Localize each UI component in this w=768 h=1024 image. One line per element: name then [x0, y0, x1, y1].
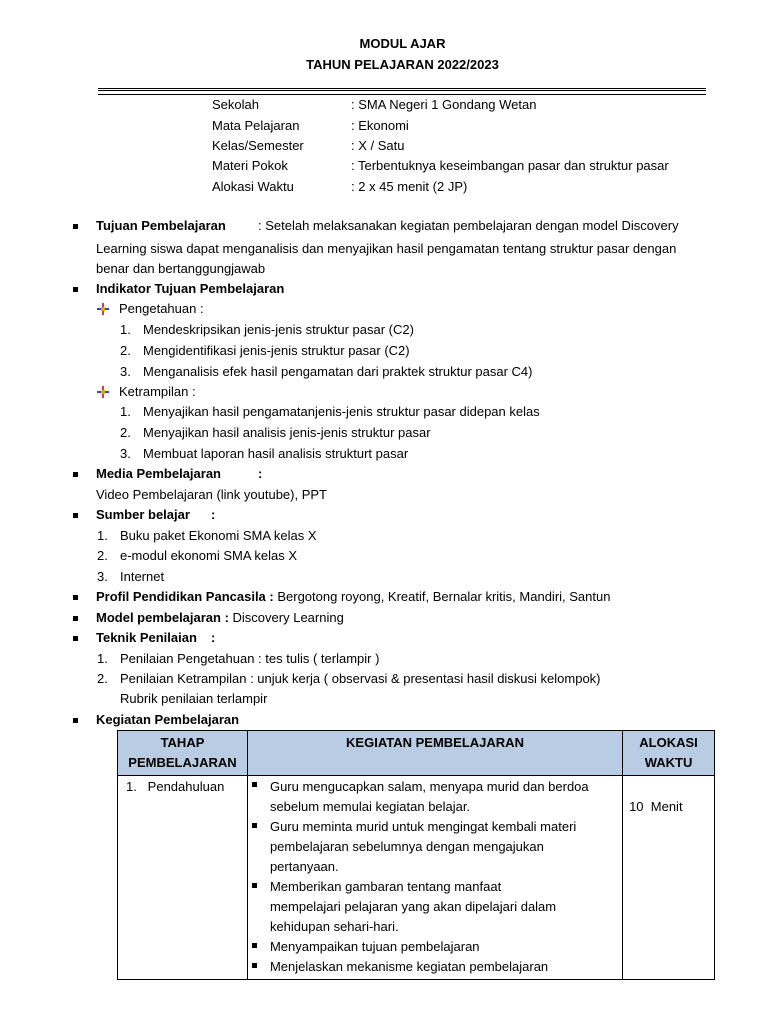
ketrampilan-label: Ketrampilan : — [119, 384, 196, 399]
rubrik-note: Rubrik penilaian terlampir — [120, 691, 268, 706]
activities-cell — [247, 776, 622, 980]
list-item: Buku paket Ekonomi SMA kelas X — [120, 528, 317, 543]
bullet-icon — [73, 595, 78, 600]
list-item: Menyajikan hasil analisis jenis-jenis struktur pasar — [143, 425, 431, 440]
info-label: Alokasi Waktu — [212, 179, 294, 194]
kegiatan-label: Kegiatan Pembelajaran — [96, 712, 240, 727]
bullet-icon — [73, 224, 78, 229]
tujuan-label: Tujuan Pembelajaran — [96, 218, 226, 233]
square-bullet-icon — [252, 943, 257, 948]
tahap-cell: 1. Pendahuluan — [118, 776, 248, 980]
model-line — [96, 610, 344, 625]
list-item: Penilaian Pengetahuan : tes tulis ( terlampir ) — [120, 651, 380, 666]
list-number: 1. — [120, 322, 131, 337]
tujuan-text: benar dan bertanggungjawab — [96, 261, 266, 276]
info-value: : Ekonomi — [351, 118, 409, 133]
info-value: : SMA Negeri 1 Gondang Wetan — [351, 97, 537, 112]
header-tahap: TAHAP PEMBELAJARAN — [118, 731, 248, 776]
list-item: Membuat laporan hasil analisis strukturt pasar — [143, 446, 409, 461]
list-number: 3. — [120, 446, 131, 461]
list-number: 2. — [120, 425, 131, 440]
activity-item: Guru meminta murid untuk mengingat kembali materi pembelajaran sebelumnya dengan mengajukan pertanyaan. — [248, 817, 622, 877]
info-value: : 2 x 45 menit (2 JP) — [351, 179, 468, 194]
activity-item: Guru mengucapkan salam, menyapa murid dan berdoa sebelum memulai kegiatan belajar. — [248, 776, 622, 817]
indikator-label: Indikator Tujuan Pembelajaran — [96, 281, 285, 296]
model-value: Discovery Learning — [228, 610, 344, 625]
kegiatan-table — [117, 730, 715, 980]
list-number: 2. — [97, 671, 108, 686]
info-label: Sekolah — [212, 97, 259, 112]
list-number: 2. — [120, 343, 131, 358]
list-number: 3. — [120, 364, 131, 379]
activity-item: Memberikan gambaran tentang manfaat mempelajari pelajaran yang akan dipelajari dalam kehidupan sehari-hari. — [248, 877, 622, 937]
bullet-icon — [73, 616, 78, 621]
tujuan-text: Learning siswa dapat menganalisis dan menyajikan hasil pengamatan tentang struktur pasar dengan — [96, 241, 677, 256]
list-item: Internet — [120, 569, 165, 584]
info-label: Kelas/Semester — [212, 138, 304, 153]
info-label: Materi Pokok — [212, 158, 288, 173]
pinwheel-bullet-icon — [97, 303, 109, 315]
activity-item: Menjelaskan mekanisme kegiatan pembelajaran — [248, 957, 622, 979]
info-value: : Terbentuknya keseimbangan pasar dan struktur pasar — [351, 158, 669, 173]
sumber-label: Sumber belajar — [96, 507, 190, 522]
list-number: 1. — [97, 528, 108, 543]
info-label: Mata Pelajaran — [212, 118, 300, 133]
list-number: 2. — [97, 548, 108, 563]
document-subtitle: TAHUN PELAJARAN 2022/2023 — [306, 57, 499, 72]
bullet-icon — [73, 472, 78, 477]
header-kegiatan: KEGIATAN PEMBELAJARAN — [247, 731, 622, 776]
pengetahuan-label: Pengetahuan : — [119, 301, 204, 316]
bullet-icon — [73, 513, 78, 518]
teknik-label: Teknik Penilaian — [96, 630, 197, 645]
list-number: 3. — [97, 569, 108, 584]
list-number: 1. — [97, 651, 108, 666]
profil-label: Profil Pendidikan Pancasila : — [96, 589, 274, 604]
profil-line — [96, 589, 610, 604]
sumber-colon: : — [211, 507, 216, 522]
square-bullet-icon — [252, 883, 257, 888]
table-header-row — [118, 731, 715, 776]
header-alokasi: ALOKASI WAKTU — [623, 731, 715, 776]
media-label: Media Pembelajaran — [96, 466, 221, 481]
square-bullet-icon — [252, 823, 257, 828]
tujuan-text: : Setelah melaksanakan kegiatan pembelajaran dengan model Discovery — [258, 218, 679, 233]
list-number: 1. — [120, 404, 131, 419]
pinwheel-bullet-icon — [97, 386, 109, 398]
bullet-icon — [73, 718, 78, 723]
list-item: Mendeskripsikan jenis-jenis struktur pasar (C2) — [143, 322, 414, 337]
media-value: Video Pembelajaran (link youtube), PPT — [96, 487, 327, 502]
square-bullet-icon — [252, 782, 257, 787]
list-item: Mengidentifikasi jenis-jenis struktur pasar (C2) — [143, 343, 410, 358]
list-item: e-modul ekonomi SMA kelas X — [120, 548, 298, 563]
list-item: Penilaian Ketrampilan : unjuk kerja ( observasi & presentasi hasil diskusi kelompok) — [120, 671, 601, 686]
bullet-icon — [73, 287, 78, 292]
media-colon: : — [258, 466, 263, 481]
alokasi-cell: 10 Menit — [623, 776, 715, 980]
square-bullet-icon — [252, 963, 257, 968]
header-divider — [98, 88, 706, 95]
activity-item: Menyampaikan tujuan pembelajaran — [248, 937, 622, 957]
teknik-colon: : — [211, 630, 216, 645]
model-label: Model pembelajaran : — [96, 610, 229, 625]
bullet-icon — [73, 636, 78, 641]
table-row — [118, 776, 715, 980]
document-title: MODUL AJAR — [359, 36, 446, 51]
list-item: Menyajikan hasil pengamatanjenis-jenis struktur pasar didepan kelas — [143, 404, 540, 419]
info-value: : X / Satu — [351, 138, 405, 153]
profil-value: Bergotong royong, Kreatif, Bernalar kritis, Mandiri, Santun — [273, 589, 611, 604]
list-item: Menganalisis efek hasil pengamatan dari praktek struktur pasar C4) — [143, 364, 533, 379]
